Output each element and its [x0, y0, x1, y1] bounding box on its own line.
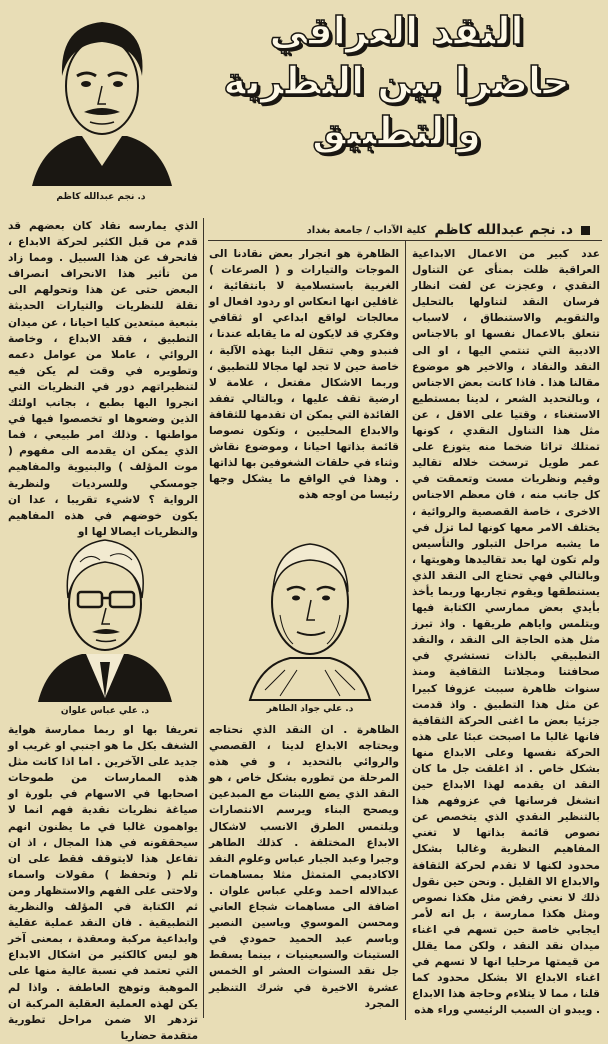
column-middle-top-text: الظاهرة هو انجرار بعض نقادنا الى الموجات والتيارات و ( الصرعات ) الغربية باستسلامية لا بانتقائية ، غافلين انها انعكاس او ردود افعال او معالجات لواقع ابداعي او ثقافي وفكري قد لايكون له ما يقابله عندنا ، فنبدو وهي تنقل الينا بهذه الآلية ، خاصة حين لا تجد لها مجالا للتطبيق ، وربما الاشكال مفتعل ، علامة لا ارضية تقف عليها ، وبالتالي تفقد الفائدة التي يمكن ان تقدمها للثقافة والابداع المحليين ، وتكون نصوصا قائمة بذاتها احيانا ، وموضوع نقاش وثناء في حلقات الشغوفين بها لذاتها . وهذا في الواقع ما يشكل وجها رئيسا من اوجه هذه [208, 248, 399, 502]
byline-rule [208, 240, 602, 241]
bullet-square-icon [581, 226, 590, 235]
headline [199, 6, 594, 156]
portrait-ali-jawad-altahir [235, 520, 385, 700]
caption-ali-jawad-altahir: د. علي جواد الطاهر [266, 704, 354, 714]
headline-line-3: والتطبيق [312, 109, 481, 153]
caption-ali-abbas-alwan: د. علي عباس علوان [60, 706, 150, 716]
column-left-top-text: الذي يمارسه نقاد كان بعضهم قد قدم من قبل الكثير لحركة الابداع ، فانحرف عن هذا السبيل . ومما زاد من تأثير هذا الانحراف انصراف البعض حتى عن هذا وتحولهم الى نقلة للنظريات والتيارات الحديثة بتبعية مبتعدين كليا احيانا ، عن ميدان التطبيق ، فقد الابداع ، وخاصة الروائي ، عاملا من عوامل دعمه وتطويره في وقت لم يكن فيه لتنظيراتهم دور في النظريات التي انجروا اليها بطبع ، بجانب اولئك الذين وضعوها او تخصصوا فيها في مواطنها . وذلك امر طبيعي ، فما الذي يمكن ان يقدمه الى مفهوم ( موت المؤلف ) والبنيوية والمفاهيم جومسكي وللسرديات ولنظرية الرواية ؟ لاشيء تقريبا ، عدا ان يكون خوضهم في هذه المفاهيم والنظريات ايصالا لها او [8, 220, 198, 538]
column-middle-bottom-text: الظاهرة . ان النقد الذي نحتاجه ويحتاجه الابداع لدينا ، القصصي والروائي بالتحديد ، و في هذه المرحلة من تطوره بشكل خاص ، هو النقد الذي يضع اللبنات مع المبدعين ويصحح البناء ويرسم الانتصارات ويلتمس الطرق الانسب لاشكال الابداع المختلفة . كذلك الطاهر وجبرا وعبد الجبار عباس وعلوم النقد الاكاديمي المتمثل مثلا بمساهمات عبدالاله احمد وعلي عباس علوان . اضافة الى مساهمات شجاع العاني ومحسن الموسوي وياسين النصير وباسم عبد الحميد حمودي في الستينات والسبعينيات ، بينما يسقط جل نقد السنوات العشر او الخمس عشرة الاخيرة في شرك التنظير المجرد [209, 724, 399, 1010]
column-rule-right [405, 240, 406, 1020]
headline-line-1: النقد العراقي [269, 9, 524, 53]
byline-affiliation: كلية الآداب / جامعة بغداد [306, 224, 427, 236]
column-rule-left [203, 218, 204, 1018]
caption-author: د. نجم عبدالله كاظم [56, 192, 146, 202]
column-left-bottom-text: تعريفا بها او ربما ممارسة هواية الشغف بكل ما هو اجنبي او غريب او جديد على الآخرين . اما اذا كانت مثل هذه الممارسات من طموحات اصحابها في الاسهام في بلورة او صياغة نظريات نقدية فهم انما لا يواهمون غالبا في ما يظنون انهم سيحققونه في هذا المجال ، اذ ان تفاعل هذا لايتوقف فقط على ان تلم ( وتحفظ ) مقولات واسماء ولاحتى على الفهم والاستظهار ومن ثم الكتابة في المؤلف والنظرية التطبيقية . فان النقد عملية عقلية وابداعية مركبة ومعقدة ، بمعنى آخر هو ليس كالكثير من اشكال الابداع التي تعتمد في نسبة عالية منها على الموهبة وتوهج العاطفة . واذا لم يكن لهذه العملية العقلية المركبة ان تزدهر الا ضمن مراحل تطورية متقدمة حضاريا [8, 724, 198, 1042]
byline-author: د. نجم عبدالله كاظم [434, 222, 573, 238]
byline [195, 222, 590, 238]
portrait-ali-abbas-alwan [30, 522, 180, 702]
column-right-text: عدد كبير من الاعمال الابداعية العراقية ظلت بمنأى عن التناول النقدي ، وعجزت عن لفت انظار فرسان النقد لتناولها بالتحليل والتقويم والاستنطاق ، لاسباب تتعلق بالاعمال نفسها او بالاجناس الادبية التي تنتمي اليها ، او الى النقد والنقاد ، والاخير هو موضوع مقالنا هذا . فاذا كانت بعض الاجناس ، وبالتحديد الشعر ، لدينا بمستطيع الاستغناء ، وقتيا على الاقل ، عن مثل هذا التناول النقدي ، كونها تمتلك تراثا ضخما منه يتوزع على عمر طويل ترسخت خلاله تقاليد وقيم ونظريات مست وتعمقت في كل جانب منه ، فان معظم الاجناس الاخرى ، خاصة القصصية والروائية ، يختلف الامر معها كونها لما تزل في ما يشبه مراحل التبلور والتأسيس ولم تكون لها بعد تقاليدها وهويتها ، وبالتالي فهي تحتاج الى النقد الذي يستنطقها ويقوم تجاربها وربما يأخذ بأيدي بعض ممارسي الكتابة فيها ويتلمس واياهم طريقها . واذ تبرز مثل هذه الحاجة الى النقد ، والنقد التطبيقي بالذات تستشري في صحافتنا ومجلاتنا الثقافية ومنذ سنوات ظاهرة سببت عزوفا كبيرا عن مثل هذا التطبيق . واذ قدمت جزئيا بعض ما اغنى الحركة الثقافية فانها غالبا ما اصبحت عبئا على هذه الحركة نفسها وعلى الابداع منها بشكل خاص . اذ اغلقت جل ما كان النقد ان يقدمه لهذا الابداع حين انشغل فرسانها في عزوفهم هذا بالتنظير النقدي الذي يتخصص عن نصوص قائمة بذاتها لا تغني المفاهيم النظرية وغالبا بشكل محدود لكنها لا تقدم لحركة الثقافة والابداع الا القليل . ونحن حين نقول ذلك لا نعني رفض مثل هكذا نصوص ومثل هكذا ممارسة ، بل انه لأمر ايجابي خاصة حين تسهم في اغناء ميدان نقد النقد ، ولكن مما يقلل من قيمتها مرحليا انها لا تسهم في اغناء الابداع الا بشكل محدود كما قلنا ، مما لا يتلاءم وحاجة هذا الابداع . ويبدو ان السبب الرئيسي وراء هذه [412, 248, 600, 1017]
headline-line-2: حاضرا بين النظرية [223, 59, 570, 103]
author-portrait [22, 6, 182, 186]
